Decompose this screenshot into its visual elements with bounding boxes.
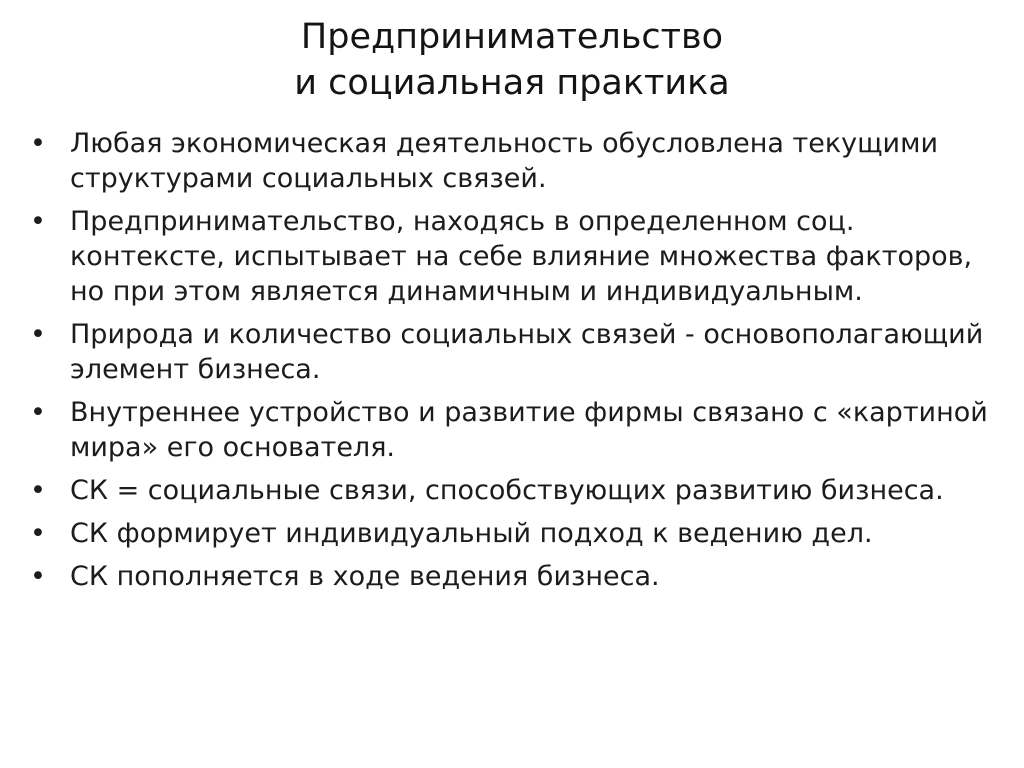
- bullet-item: [28, 204, 998, 309]
- title-line-1: Предпринимательство: [300, 17, 724, 57]
- bullet-dot-icon: •: [30, 319, 46, 350]
- bullet-text: СК формирует индивидуальный подход к ведению дел.: [70, 518, 873, 549]
- bullet-dot-icon: •: [30, 518, 46, 549]
- bullet-dot-icon: •: [30, 206, 46, 237]
- bullet-item: [28, 126, 998, 196]
- bullet-dot-icon: •: [30, 128, 46, 159]
- bullet-text: Любая экономическая деятельность обусловлена текущими структурами социальных связей.: [70, 128, 938, 194]
- slide-title: [0, 14, 1024, 106]
- bullet-item: [28, 473, 998, 508]
- bullet-dot-icon: •: [30, 561, 46, 592]
- bullet-item: [28, 516, 998, 551]
- bullet-text: Природа и количество социальных связей - основополагающий элемент бизнеса.: [70, 319, 984, 385]
- bullet-text: Внутреннее устройство и развитие фирмы связано с «картиной мира» его основателя.: [70, 397, 988, 463]
- bullet-item: [28, 317, 998, 387]
- bullet-text: Предпринимательство, находясь в определенном соц. контексте, испытывает на себе влияние множества факторов, но при этом является динамичным и индивидуальным.: [70, 206, 973, 307]
- title-line-2: и социальная практика: [294, 63, 730, 103]
- bullet-dot-icon: •: [30, 397, 46, 428]
- bullet-dot-icon: •: [30, 475, 46, 506]
- bullet-text: СК пополняется в ходе ведения бизнеса.: [70, 561, 660, 592]
- bullet-text: СК = социальные связи, способствующих развитию бизнеса.: [70, 475, 944, 506]
- bullet-list: [28, 126, 998, 602]
- bullet-item: [28, 559, 998, 594]
- bullet-item: [28, 395, 998, 465]
